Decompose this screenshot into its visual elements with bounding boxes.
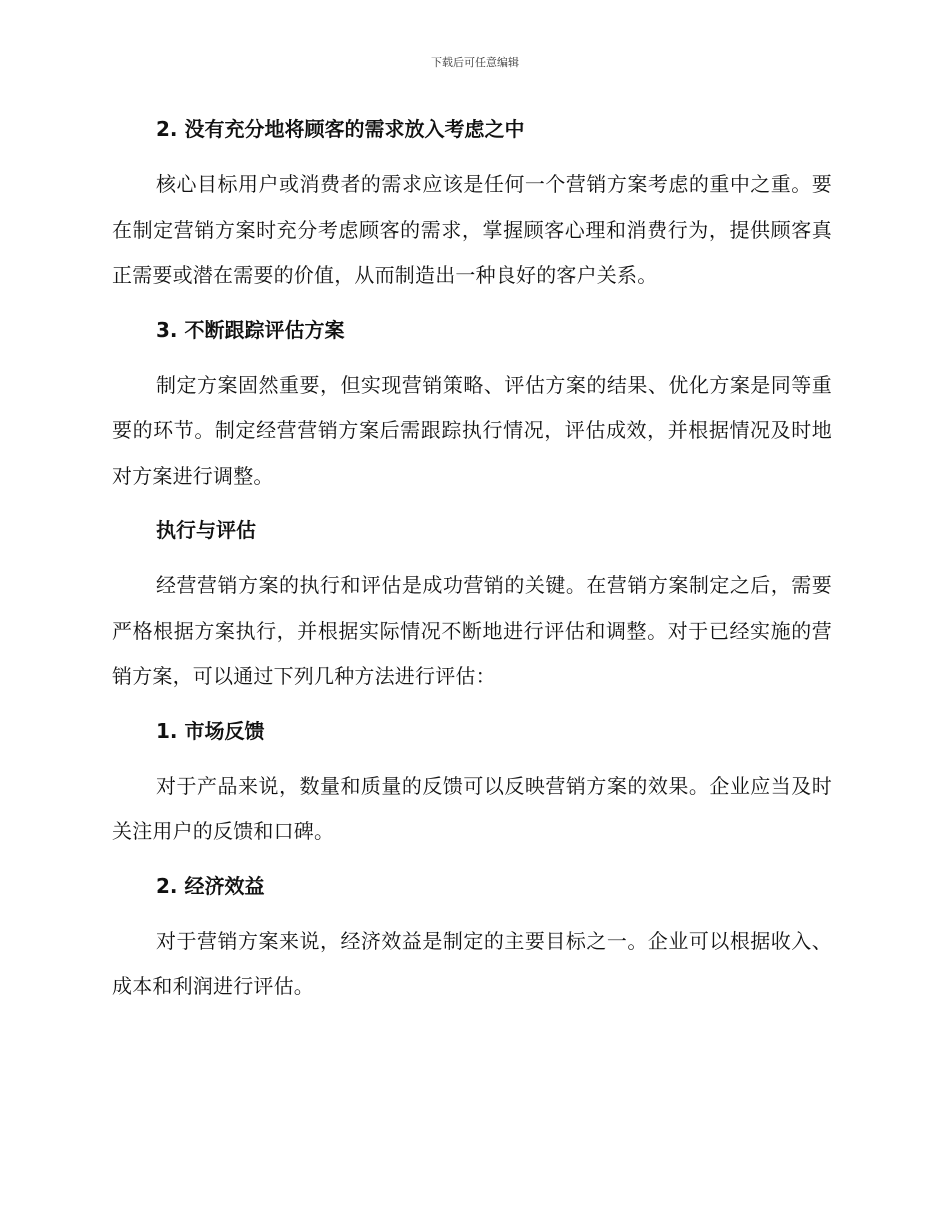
section-heading-economic-benefit: 2. 经济效益 bbox=[156, 873, 265, 898]
section-heading-execution: 执行与评估 bbox=[156, 518, 256, 542]
paragraph-tracking: 制定方案固然重要，但实现营销策略、评估方案的结果、优化方案是同等重要的环节。制定经营营销方案后需跟踪执行情况，评估成效，并根据情况及时地对方案进行调整。 bbox=[112, 372, 832, 488]
section-heading-tracking: 3. 不断跟踪评估方案 bbox=[156, 317, 345, 342]
paragraph-market-feedback: 对于产品来说，数量和质量的反馈可以反映营销方案的效果。企业应当及时关注用户的反馈和口碑。 bbox=[112, 773, 832, 843]
paragraph-customer-needs: 核心目标用户或消费者的需求应该是任何一个营销方案考虑的重中之重。要在制定营销方案时充分考虑顾客的需求，掌握顾客心理和消费行为，提供顾客真正需要或潜在需要的价值，从而制造出一种良好的客户关系。 bbox=[112, 172, 832, 287]
header-note: 下载后可任意编辑 bbox=[431, 56, 519, 69]
document-body bbox=[112, 112, 832, 1024]
paragraph-economic-benefit: 对于营销方案来说，经济效益是制定的主要目标之一。企业可以根据收入、成本和利润进行评估。 bbox=[112, 928, 832, 998]
section-heading-customer-needs: 2. 没有充分地将顾客的需求放入考虑之中 bbox=[156, 117, 525, 141]
section-heading-market-feedback: 1. 市场反馈 bbox=[156, 718, 265, 743]
paragraph-execution: 经营营销方案的执行和评估是成功营销的关键。在营销方案制定之后，需要严格根据方案执行，并根据实际情况不断地进行评估和调整。对于已经实施的营销方案，可以通过下列几种方法进行评估： bbox=[112, 573, 832, 688]
